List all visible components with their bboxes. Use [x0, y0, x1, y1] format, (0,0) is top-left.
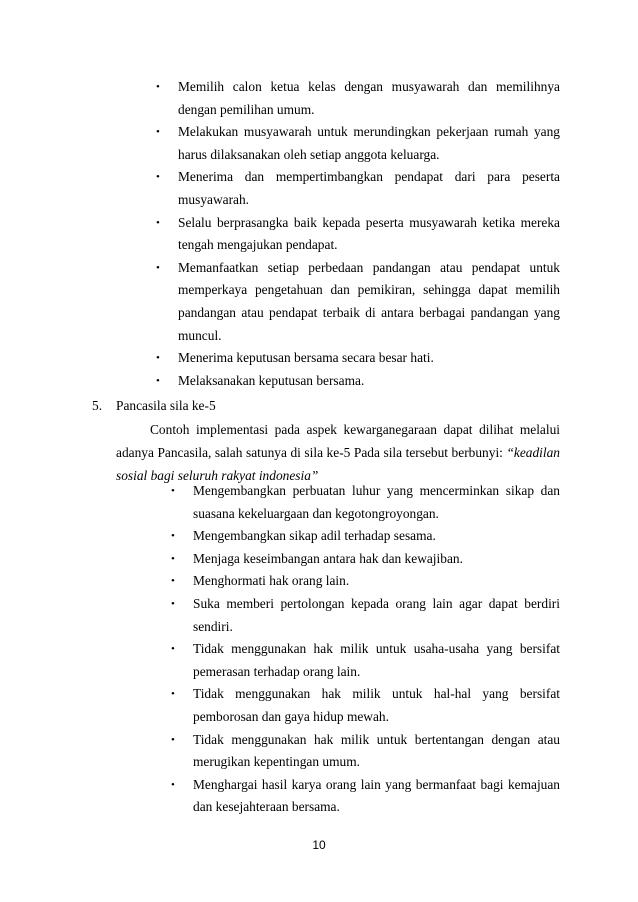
list-item: • Mengembangkan perbuatan luhur yang mencerminkan sikap dan suasana kekeluargaan dan kegotongroyongan. — [193, 480, 560, 525]
list-item: • Menerima dan mempertimbangkan pendapat dari para peserta musyawarah. — [178, 166, 560, 211]
list-item: • Menerima keputusan bersama secara besar hati. — [178, 347, 560, 370]
bullet-icon: • — [156, 261, 160, 274]
bullet-icon: • — [171, 575, 175, 588]
bullet-icon: • — [171, 485, 175, 497]
sila-quote: “keadilan sosial bagi seluruh rakyat indonesia” — [116, 445, 560, 483]
section-number: 5. — [92, 398, 103, 413]
bullet-icon: • — [171, 688, 175, 701]
bullet-icon: • — [171, 552, 175, 565]
list-item: • Melaksanakan keputusan bersama. — [178, 370, 560, 393]
implementation-list-sila-5 — [171, 480, 560, 819]
list-item: • Tidak menggunakan hak milik untuk hal-hal yang bersifat pemborosan dan gaya hidup mewah. — [193, 683, 560, 728]
bullet-icon: • — [156, 81, 160, 93]
list-item: • Menghargai hasil karya orang lain yang bermanfaat bagi kemajuan dan kesejahteraan bersama. — [193, 774, 560, 819]
bullet-icon: • — [156, 126, 160, 139]
bullet-icon: • — [171, 778, 175, 791]
bullet-icon: • — [156, 216, 160, 229]
list-item: • Memilih calon ketua kelas dengan musyawarah dan memilihnya dengan pemilihan umum. — [178, 76, 560, 121]
bullet-icon: • — [171, 597, 175, 610]
section-paragraph — [116, 418, 560, 487]
bullet-icon: • — [171, 530, 175, 543]
list-item: • Tidak menggunakan hak milik untuk usaha-usaha yang bersifat pemerasan terhadap orang lain. — [193, 638, 560, 683]
bullet-icon: • — [171, 733, 175, 746]
section-heading — [92, 395, 216, 418]
bullet-icon: • — [156, 374, 160, 387]
bullet-icon: • — [156, 352, 160, 365]
paragraph-text: Contoh implementasi pada aspek kewarganegaraan dapat dilihat melalui adanya Pancasila, salah satunya di sila ke-5 Pada sila tersebut berbunyi: — [116, 422, 560, 460]
page-number: 10 — [312, 838, 326, 852]
implementation-list-sila-4 — [156, 76, 560, 392]
list-item: • Suka memberi pertolongan kepada orang lain agar dapat berdiri sendiri. — [193, 593, 560, 638]
list-item: • Selalu berprasangka baik kepada peserta musyawarah ketika mereka tengah mengajukan pendapat. — [178, 212, 560, 257]
list-item: • Memanfaatkan setiap perbedaan pandangan atau pendapat untuk memperkaya pengetahuan dan pemikiran, sehingga dapat memilih pandangan atau pendapat terbaik di antara berbagai pandangan yang muncul. — [178, 257, 560, 347]
list-item: • Mengembangkan sikap adil terhadap sesama. — [193, 525, 560, 548]
list-item: • Menjaga keseimbangan antara hak dan kewajiban. — [193, 548, 560, 571]
list-item: • Melakukan musyawarah untuk merundingkan pekerjaan rumah yang harus dilaksanakan oleh setiap anggota keluarga. — [178, 121, 560, 166]
section-title: Pancasila sila ke-5 — [116, 398, 216, 413]
list-item: • Menghormati hak orang lain. — [193, 570, 560, 593]
bullet-icon: • — [171, 643, 175, 656]
list-item: • Tidak menggunakan hak milik untuk bertentangan dengan atau merugikan kepentingan umum. — [193, 729, 560, 774]
bullet-icon: • — [156, 171, 160, 184]
